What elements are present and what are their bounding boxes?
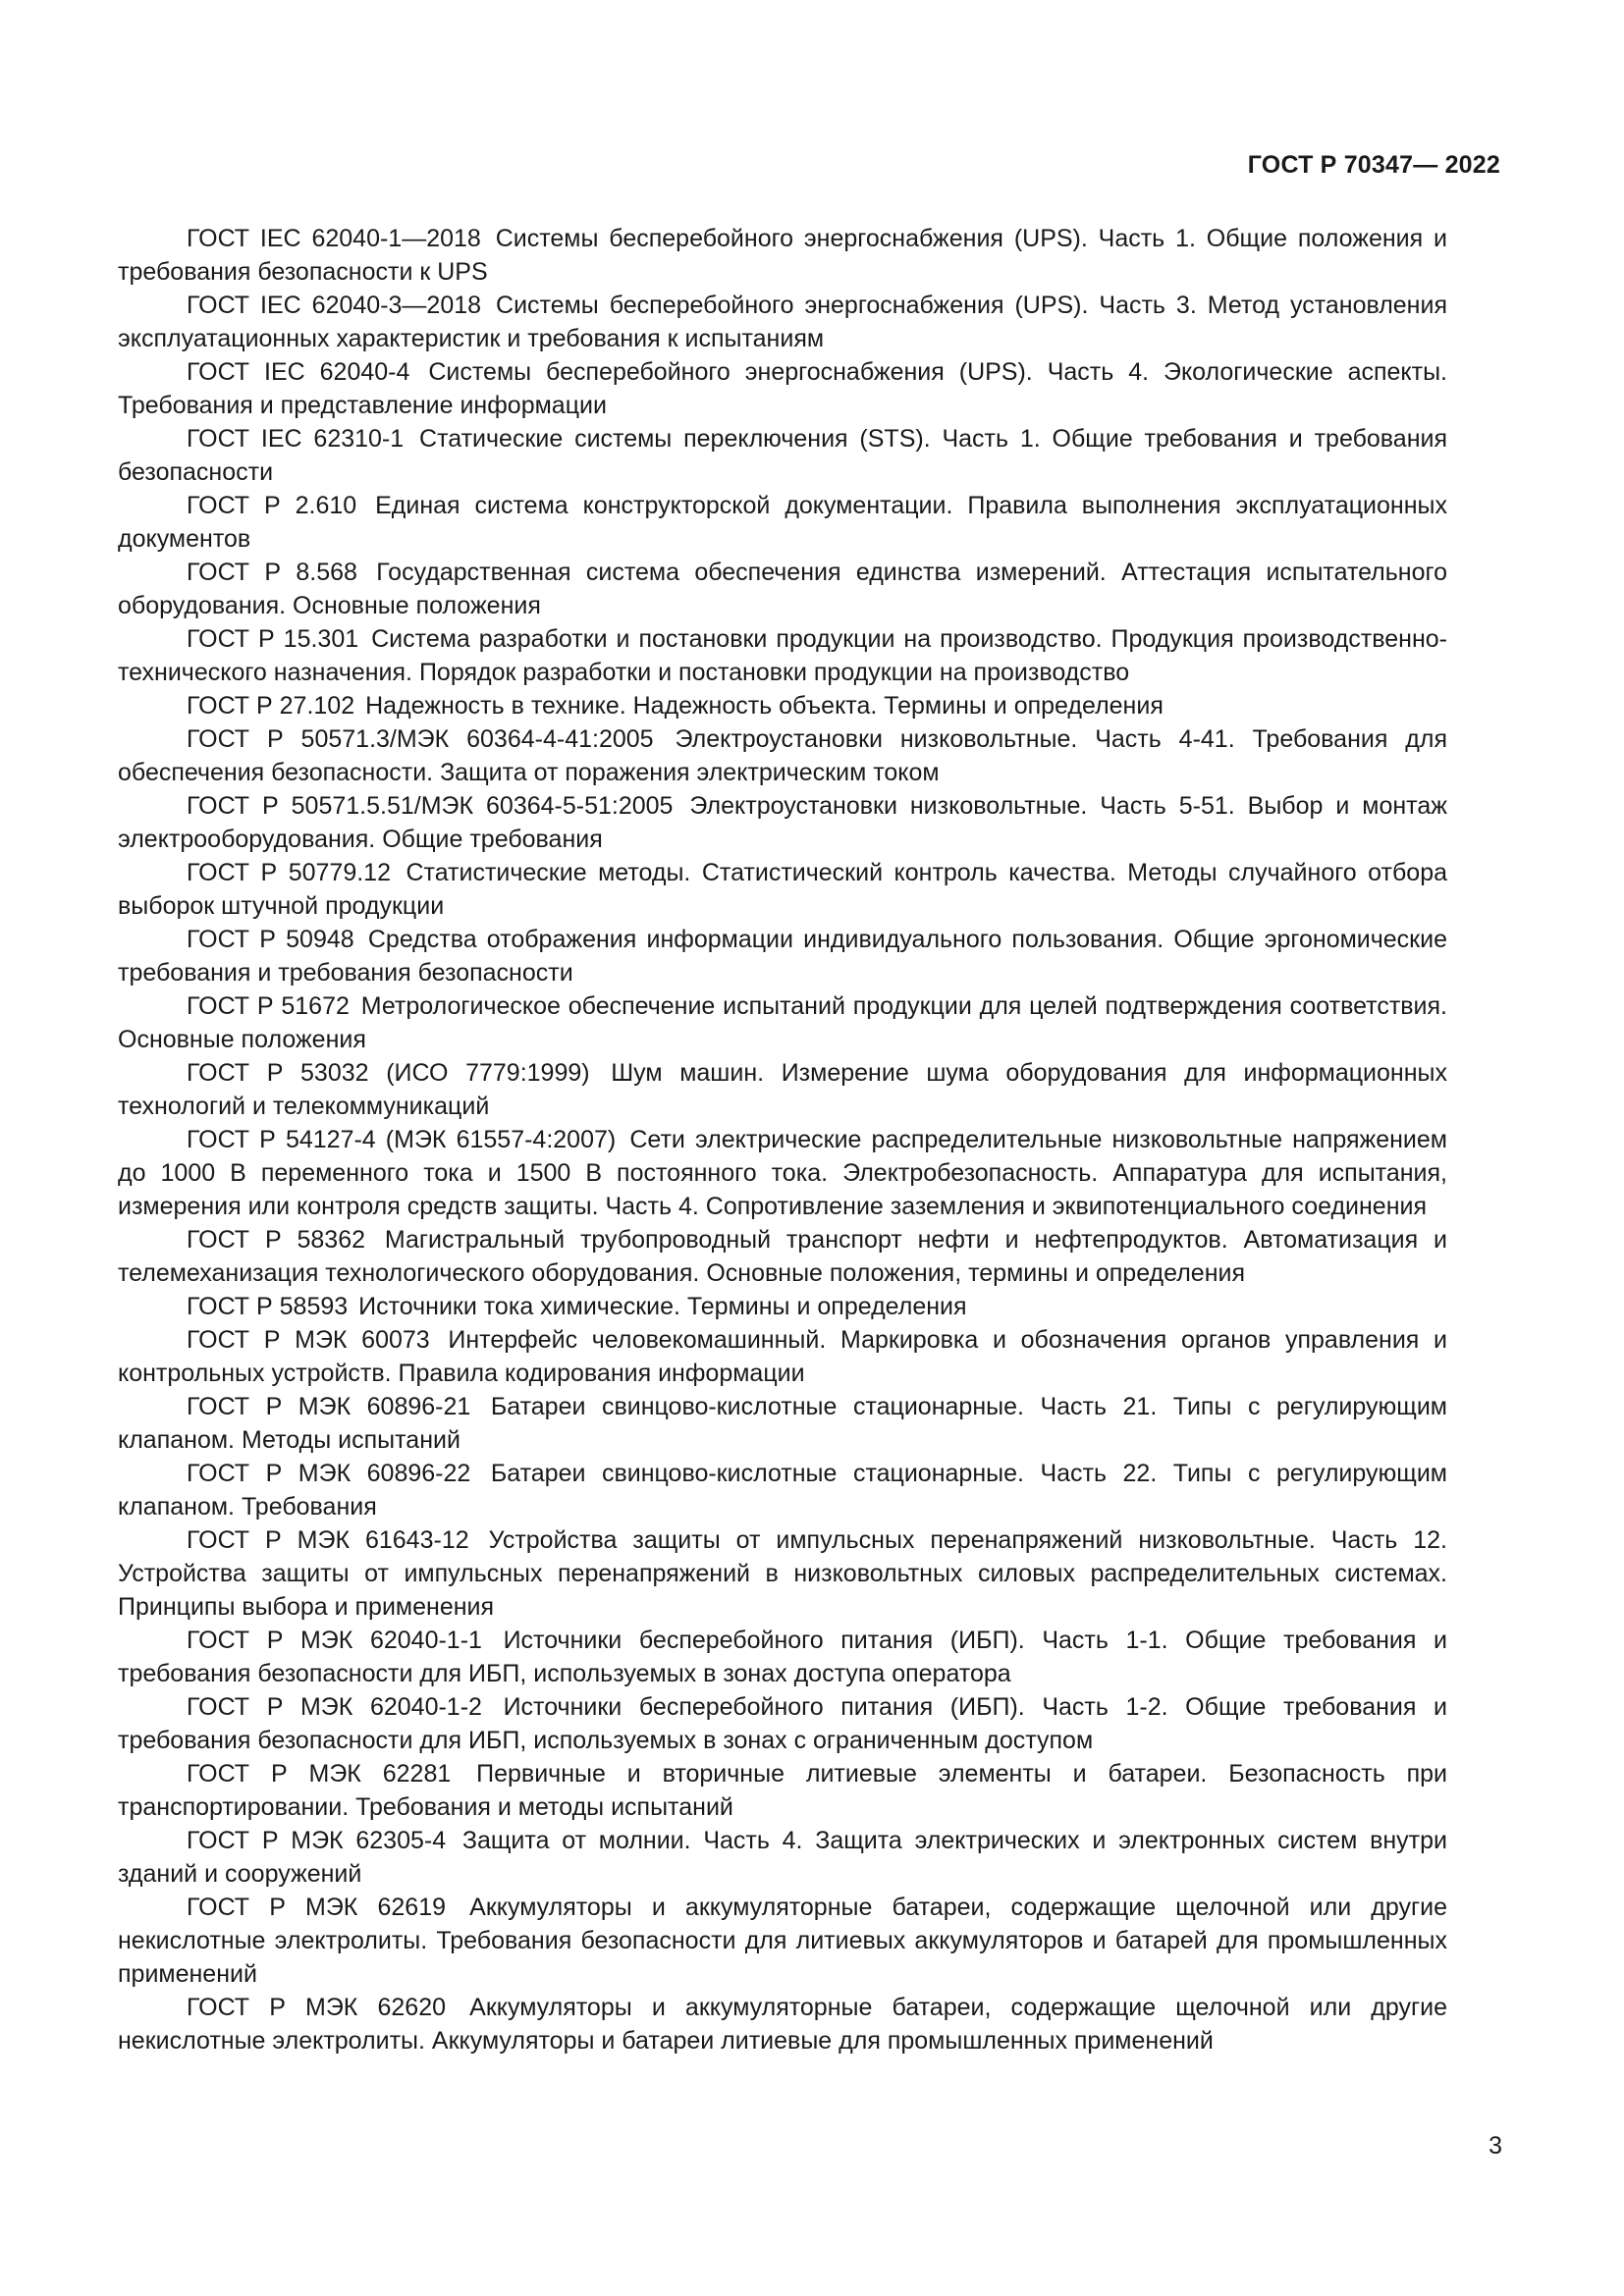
normative-references-list — [118, 222, 1447, 2057]
reference-code: ГОСТ Р 58362 — [187, 1226, 366, 1254]
reference-title: Единая система конструкторской документации. Правила выполнения эксплуатационных документов — [118, 492, 1447, 553]
reference-code: ГОСТ Р 58593 — [187, 1293, 349, 1320]
reference-item — [118, 1523, 1447, 1624]
reference-code: ГОСТ IEC 62310-1 — [187, 425, 405, 453]
reference-code: ГОСТ Р 50948 — [187, 926, 354, 953]
reference-code: ГОСТ Р МЭК 60073 — [187, 1326, 430, 1354]
reference-item — [118, 1991, 1447, 2057]
reference-title: Батареи свинцово-кислотные стационарные. Часть 21. Типы с регулирующим клапаном. Методы испытаний — [118, 1393, 1447, 1454]
reference-item — [118, 1323, 1447, 1390]
reference-title: Метрологическое обеспечение испытаний продукции для целей подтверждения соответствия. Основные положения — [118, 992, 1447, 1053]
reference-title: Источники бесперебойного питания (ИБП). Часть 1-2. Общие требования и требования безопасности для ИБП, используемых в зонах с ограниченным доступом — [118, 1693, 1447, 1754]
reference-item — [118, 1290, 1447, 1323]
reference-title: Система разработки и постановки продукции на производство. Продукция производственно-технического назначения. Порядок разработки и постановки продукции на производство — [118, 625, 1447, 686]
reference-title: Статистические методы. Статистический контроль качества. Методы случайного отбора выборок штучной продукции — [118, 859, 1447, 920]
reference-item — [118, 689, 1447, 722]
reference-code: ГОСТ Р 53032 (ИСО 7779:1999) — [187, 1059, 590, 1087]
reference-title: Средства отображения информации индивидуального пользования. Общие эргономические требования и требования безопасности — [118, 926, 1447, 987]
reference-title: Защита от молнии. Часть 4. Защита электрических и электронных систем внутри зданий и сооружений — [118, 1827, 1447, 1888]
reference-item — [118, 1457, 1447, 1523]
reference-title: Источники тока химические. Термины и определения — [358, 1293, 967, 1320]
reference-item — [118, 1624, 1447, 1690]
reference-code: ГОСТ IEC 62040-1—2018 — [187, 225, 481, 252]
reference-title: Источники бесперебойного питания (ИБП). Часть 1-1. Общие требования и требования безопасности для ИБП, используемых в зонах доступа оператора — [118, 1627, 1447, 1687]
reference-code: ГОСТ Р МЭК 62040-1-2 — [187, 1693, 482, 1721]
reference-code: ГОСТ Р МЭК 62281 — [187, 1760, 452, 1788]
reference-title: Шум машин. Измерение шума оборудования для информационных технологий и телекоммуникаций — [118, 1059, 1447, 1120]
reference-item — [118, 422, 1447, 489]
reference-title: Статические системы переключения (STS). Часть 1. Общие требования и требования безопасности — [118, 425, 1448, 486]
reference-title: Электроустановки низковольтные. Часть 5-51. Выбор и монтаж электрооборудования. Общие требования — [118, 792, 1447, 853]
reference-code: ГОСТ IEC 62040-4 — [187, 358, 410, 386]
reference-item — [118, 1690, 1447, 1757]
reference-item — [118, 289, 1447, 355]
reference-title: Государственная система обеспечения единства измерений. Аттестация испытательного оборудования. Основные положения — [118, 559, 1447, 619]
reference-item — [118, 923, 1447, 989]
reference-title: Сети электрические распределительные низковольтные напряжением до 1000 В переменного тока и 1500 В постоянного тока. Электробезопасность. Аппаратура для испытания, измерения или контроля средств защиты. Часть 4. Сопротивление заземления и эквипотенциального соединения — [118, 1126, 1447, 1220]
reference-item — [118, 856, 1447, 923]
reference-code: ГОСТ Р МЭК 62040-1-1 — [187, 1627, 482, 1654]
reference-title: Электроустановки низковольтные. Часть 4-41. Требования для обеспечения безопасности. Защита от поражения электрическим током — [118, 725, 1447, 786]
reference-item — [118, 989, 1447, 1056]
reference-code: ГОСТ Р 27.102 — [187, 692, 355, 720]
reference-code: ГОСТ IEC 62040-3—2018 — [187, 292, 482, 319]
reference-title: Аккумуляторы и аккумуляторные батареи, содержащие щелочной или другие некислотные электролиты. Требования безопасности для литиевых аккумуляторов и батарей для промышленных применений — [118, 1894, 1448, 1988]
reference-item — [118, 622, 1447, 689]
reference-code: ГОСТ Р МЭК 61643-12 — [187, 1526, 469, 1554]
reference-code: ГОСТ Р МЭК 60896-21 — [187, 1393, 471, 1420]
reference-item — [118, 222, 1447, 289]
reference-title: Интерфейс человекомашинный. Маркировка и обозначения органов управления и контрольных устройств. Правила кодирования информации — [118, 1326, 1447, 1387]
reference-item — [118, 1757, 1447, 1824]
page-number: 3 — [1489, 2132, 1502, 2160]
reference-item — [118, 789, 1447, 856]
reference-title: Магистральный трубопроводный транспорт нефти и нефтепродуктов. Автоматизация и телемеханизация технологического оборудования. Основные положения, термины и определения — [118, 1226, 1447, 1287]
reference-code: ГОСТ Р МЭК 62619 — [187, 1894, 447, 1921]
reference-item — [118, 1056, 1447, 1123]
reference-code: ГОСТ Р МЭК 62305-4 — [187, 1827, 447, 1854]
reference-title: Батареи свинцово-кислотные стационарные. Часть 22. Типы с регулирующим клапаном. Требования — [118, 1460, 1447, 1521]
reference-code: ГОСТ Р 8.568 — [187, 559, 357, 586]
reference-code: ГОСТ Р 54127-4 (МЭК 61557-4:2007) — [187, 1126, 617, 1153]
reference-item — [118, 1824, 1447, 1891]
reference-code: ГОСТ Р 51672 — [187, 992, 350, 1020]
reference-item — [118, 556, 1447, 622]
reference-code: ГОСТ Р 15.301 — [187, 625, 359, 653]
reference-code: ГОСТ Р МЭК 62620 — [187, 1994, 447, 2021]
reference-code: ГОСТ Р 50571.3/МЭК 60364-4-41:2005 — [187, 725, 654, 753]
reference-item — [118, 1123, 1447, 1223]
reference-title: Системы бесперебойного энергоснабжения (UPS). Часть 4. Экологические аспекты. Требования и представление информации — [118, 358, 1447, 419]
reference-item — [118, 355, 1447, 422]
reference-code: ГОСТ Р МЭК 60896-22 — [187, 1460, 471, 1487]
reference-item — [118, 722, 1447, 789]
reference-item — [118, 489, 1447, 556]
reference-title: Надежность в технике. Надежность объекта. Термины и определения — [365, 692, 1164, 720]
reference-item — [118, 1223, 1447, 1290]
reference-title: Системы бесперебойного энергоснабжения (UPS). Часть 1. Общие положения и требования безопасности к UPS — [118, 225, 1447, 286]
reference-code: ГОСТ Р 2.610 — [187, 492, 357, 519]
reference-title: Первичные и вторичные литиевые элементы и батареи. Безопасность при транспортировании. Требования и методы испытаний — [118, 1760, 1448, 1821]
document-code-header: ГОСТ Р 70347— 2022 — [1247, 151, 1500, 179]
reference-title: Аккумуляторы и аккумуляторные батареи, содержащие щелочной или другие некислотные электролиты. Аккумуляторы и батареи литиевые для промышленных применений — [118, 1994, 1448, 2055]
reference-item — [118, 1390, 1447, 1457]
reference-code: ГОСТ Р 50571.5.51/МЭК 60364-5-51:2005 — [187, 792, 674, 820]
reference-title: Системы бесперебойного энергоснабжения (UPS). Часть 3. Метод установления эксплуатационных характеристик и требования к испытаниям — [118, 292, 1447, 352]
reference-code: ГОСТ Р 50779.12 — [187, 859, 391, 886]
reference-title: Устройства защиты от импульсных перенапряжений низковольтные. Часть 12. Устройства защиты от импульсных перенапряжений в низковольтных силовых распределительных системах. Принципы выбора и применения — [118, 1526, 1447, 1621]
reference-item — [118, 1891, 1447, 1991]
